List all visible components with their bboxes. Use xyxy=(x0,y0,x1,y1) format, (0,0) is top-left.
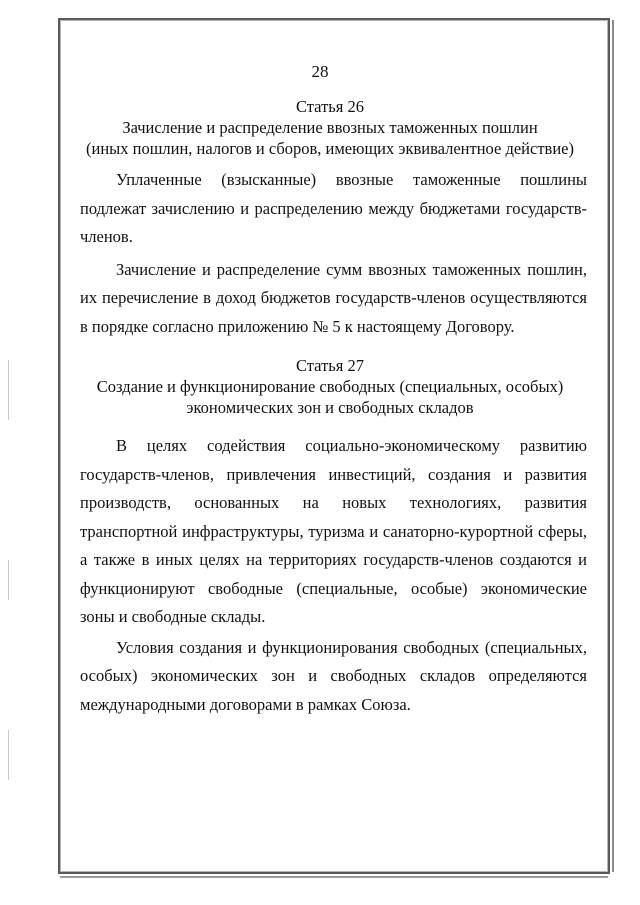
article-26-label: Статья 26 xyxy=(295,97,365,116)
article-26-heading xyxy=(70,96,590,159)
scan-edge-mark xyxy=(8,360,9,420)
article-27-paragraph-2: Условия создания и функционирования свободных (специальных, особых) экономических зон и свободных складов определяются международными договорами в рамках Союза. xyxy=(80,637,587,714)
article-27-heading xyxy=(70,355,590,418)
article-27-paragraph-1: В целях содействия социально-экономическому развитию государств-членов, привлечения инвестиций, создания и развития производств, основанных на новых технологиях, развития транспортной инфраструктуры, туризма и санаторно-курортной сферы, а также в иных целях на территориях государств-членов создаются и функционируют свободные (специальные, особые) экономические зоны и свободные склады. xyxy=(80,436,587,626)
scan-edge-mark xyxy=(8,730,9,780)
scan-edge-mark xyxy=(8,560,9,600)
article-26-body xyxy=(80,166,587,341)
article-26-title-line-1: Зачисление и распределение ввозных таможенных пошлин xyxy=(122,118,538,137)
article-26-paragraph-2: Зачисление и распределение сумм ввозных таможенных пошлин, их перечисление в доход бюджетов государств-членов осуществляются в порядке согласно приложению № 5 к настоящему Договору. xyxy=(80,259,587,336)
article-27-body xyxy=(80,432,587,719)
article-27-title-line-2: экономических зон и свободных складов xyxy=(186,398,474,417)
article-27-label: Статья 27 xyxy=(295,356,365,375)
article-26-title-line-2: (иных пошлин, налогов и сборов, имеющих эквивалентное действие) xyxy=(86,139,574,158)
article-26-paragraph-1: Уплаченные (взысканные) ввозные таможенные пошлины подлежат зачислению и распределению между бюджетами государств-членов. xyxy=(80,170,587,246)
page-number: 28 xyxy=(311,62,329,81)
article-27-title-line-1: Создание и функционирование свободных (специальных, особых) xyxy=(96,377,564,396)
